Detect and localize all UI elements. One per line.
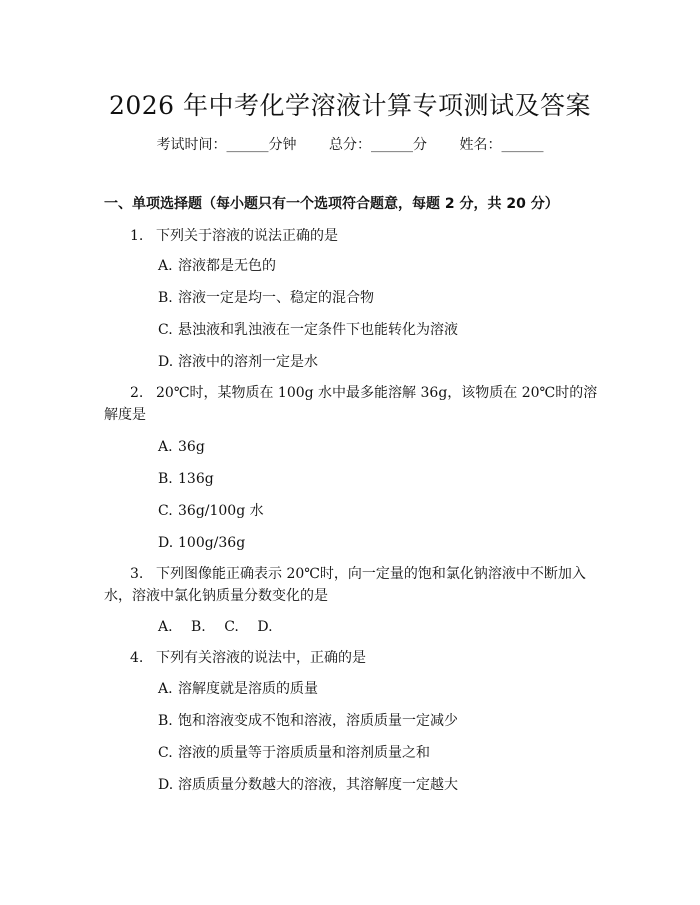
- option-a: [158, 679, 318, 699]
- option-letter: B.: [158, 713, 173, 729]
- option-text: 溶液中的溶剂一定是水: [178, 354, 318, 370]
- student-name-field: 姓名：______: [459, 137, 544, 153]
- option-letter: C.: [158, 322, 173, 338]
- option-text: 溶解度就是溶质的质量: [178, 681, 318, 697]
- option-a: [158, 437, 205, 457]
- option-text: 溶质质量分数越大的溶液，其溶解度一定越大: [178, 777, 458, 793]
- option-letter: C.: [158, 745, 173, 761]
- page-title: 2026 年中考化学溶液计算专项测试及答案: [108, 91, 592, 120]
- question-text: 20℃时，某物质在 100g 水中最多能溶解 36g，该物质在 20℃时的溶解度是: [104, 385, 598, 423]
- option-text: 饱和溶液变成不饱和溶液，溶质质量一定减少: [178, 713, 458, 729]
- option-letter: D.: [158, 354, 174, 370]
- section-heading: 一、单项选择题（每小题只有一个选项符合题意，每题 2 分，共 20 分）: [104, 196, 559, 212]
- option-text: 悬浊液和乳浊液在一定条件下也能转化为溶液: [178, 322, 458, 338]
- option-letter: A.: [158, 439, 173, 455]
- option-letter: B.: [158, 471, 173, 487]
- option-a: [158, 256, 276, 276]
- question-number: 1.: [130, 228, 144, 244]
- option-d: D.: [257, 619, 273, 635]
- option-text: 136g: [178, 471, 214, 487]
- question-text: 下列有关溶液的说法中，正确的是: [156, 650, 366, 666]
- option-text: 溶液都是无色的: [178, 258, 276, 274]
- option-text: 36g: [178, 439, 205, 455]
- option-b: [158, 469, 214, 489]
- exam-info: [0, 134, 700, 154]
- option-text: 36g/100g 水: [178, 503, 264, 519]
- option-b: [158, 288, 374, 308]
- option-d: [158, 352, 318, 372]
- option-c: [158, 320, 458, 340]
- option-d: [158, 775, 458, 795]
- question-2: [104, 382, 598, 426]
- option-letter: D.: [158, 535, 174, 551]
- option-b: B.: [191, 619, 206, 635]
- total-score-field: 总分：______分: [329, 137, 427, 153]
- exam-time-field: 考试时间：______分钟: [156, 137, 297, 153]
- question-number: 3.: [130, 566, 144, 582]
- question-number: 4.: [130, 650, 144, 666]
- option-letter: A.: [158, 258, 173, 274]
- option-text: 100g/36g: [178, 535, 246, 551]
- question-4: [104, 647, 598, 669]
- question-3: [104, 563, 598, 607]
- option-text: 溶液的质量等于溶质质量和溶剂质量之和: [178, 745, 430, 761]
- option-c: C.: [224, 619, 239, 635]
- option-letter: D.: [158, 777, 174, 793]
- option-letter: B.: [158, 290, 173, 306]
- option-letter: C.: [158, 503, 173, 519]
- question-text: 下列图像能正确表示 20℃时，向一定量的饱和氯化钠溶液中不断加入水，溶液中氯化钠质量分数变化的是: [104, 566, 586, 604]
- question-number: 2.: [130, 385, 144, 401]
- option-a: A.: [158, 619, 173, 635]
- option-text: 溶液一定是均一、稳定的混合物: [178, 290, 374, 306]
- option-c: [158, 501, 264, 521]
- question-1: [104, 225, 598, 247]
- inline-options: [158, 617, 287, 637]
- option-c: [158, 743, 430, 763]
- option-b: [158, 711, 458, 731]
- question-text: 下列关于溶液的说法正确的是: [156, 228, 338, 244]
- option-letter: A.: [158, 681, 173, 697]
- option-d: [158, 533, 245, 553]
